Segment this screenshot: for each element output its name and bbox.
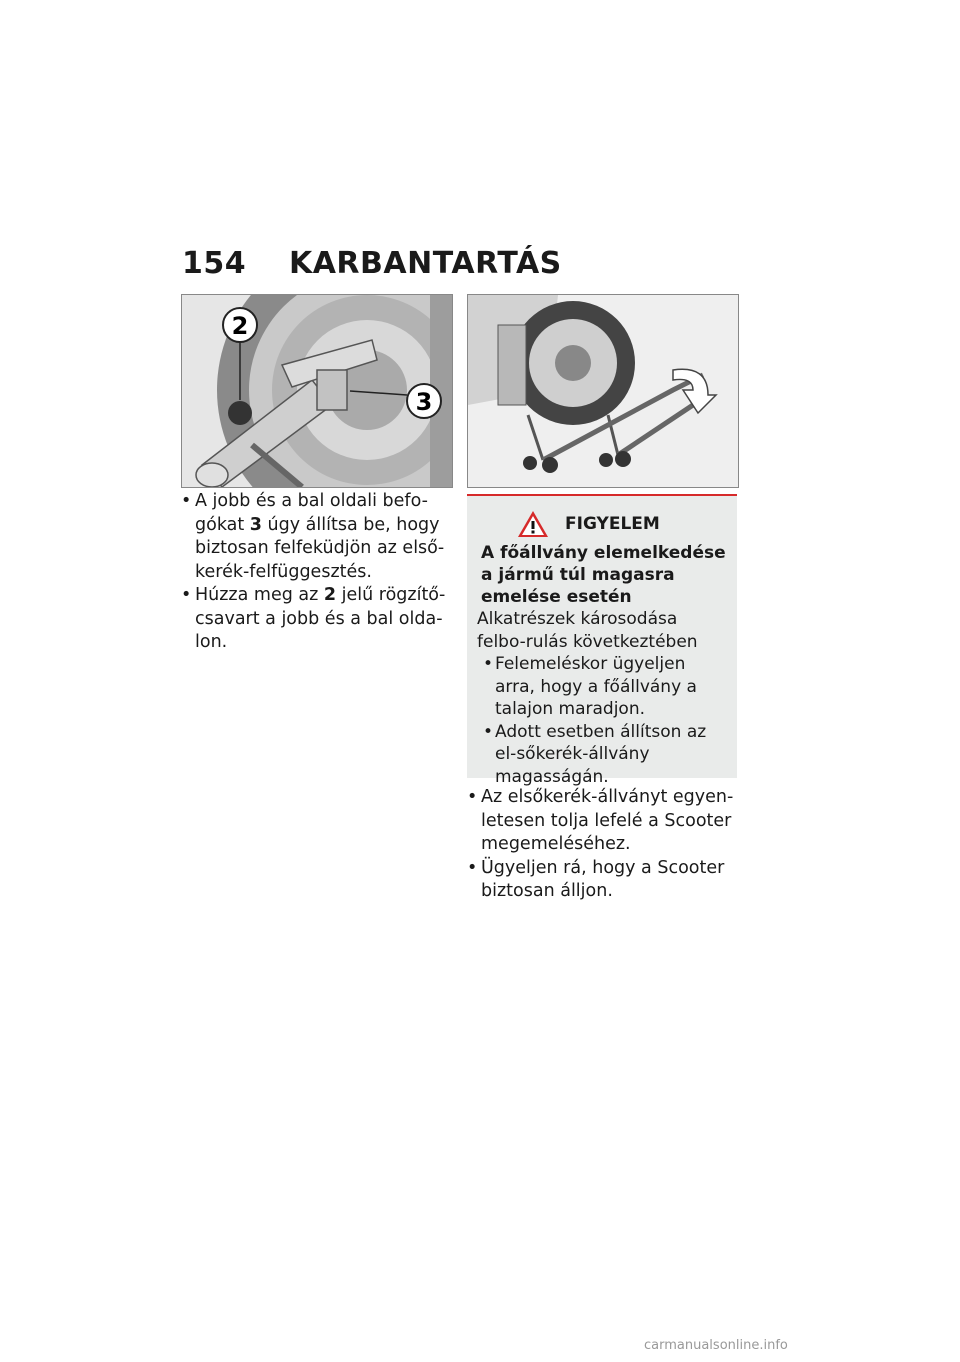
warning-box [467,494,737,787]
page-header [182,246,562,281]
page-number: 154 [182,246,247,281]
list-item: • Ügyeljen rá, hogy a Scooter biztosan álljon. [467,857,737,904]
figure-front-stand-adapters [181,294,453,488]
watermark: carmanualsonline.info [644,1338,788,1353]
list-item: • Az elsőkerék-állványt egyen-letesen tolja lefelé a Scooter megemeléséhez. [467,786,737,857]
svg-text:2: 2 [231,312,249,340]
warning-body: Alkatrészek károsodása felbo-rulás következtében [477,609,698,652]
warning-list [477,653,727,788]
warning-triangle-icon [517,510,549,538]
list-item: • Húzza meg az 2 jelű rögzítő-csavart a jobb és a bal olda-lon. [181,584,451,655]
right-instructions [467,786,737,904]
list-item: • Felemeléskor ügyeljen arra, hogy a főállvány a talajon maradjon. [477,653,727,721]
warning-title: FIGYELEM [565,514,660,534]
page-title: KARBANTARTÁS [288,246,562,281]
list-item: • Adott esetben állítson az el-sőkerék-állvány magasságán. [477,721,727,789]
svg-text:3: 3 [415,388,433,416]
warning-subtitle: A főállvány elemelkedése a jármű túl magasra emelése esetén [481,543,726,607]
left-instructions [181,490,451,655]
figure-scooter-lift [467,294,739,488]
list-item: • A jobb és a bal oldali befo-gókat 3 úgy állítsa be, hogy biztosan felfeküdjön az első-kerék-felfüggesztés. [181,490,451,584]
